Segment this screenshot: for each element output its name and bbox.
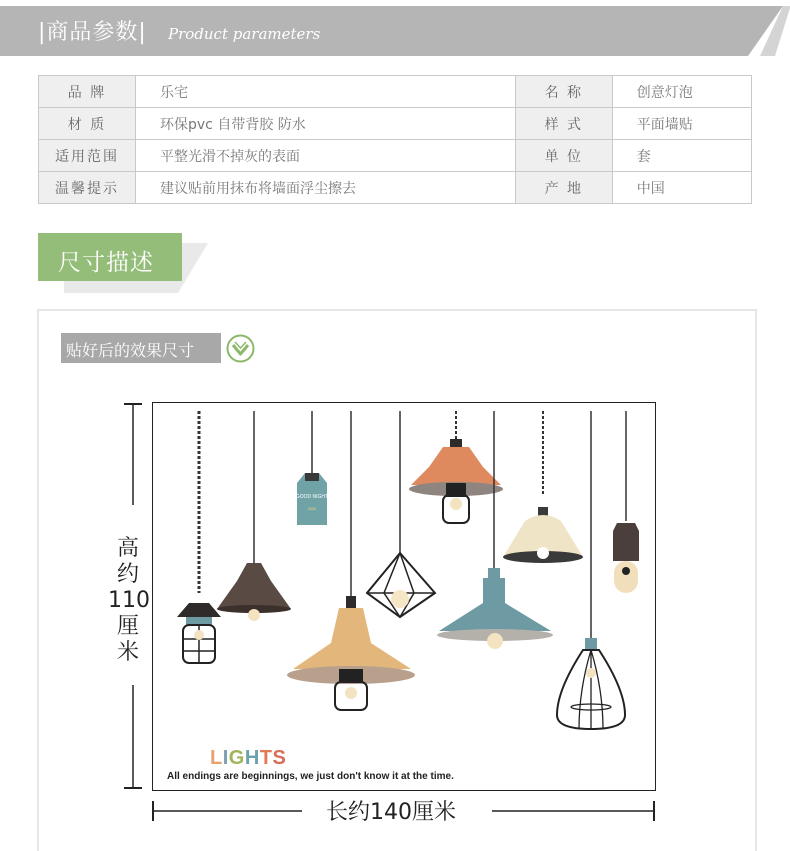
header-title: |商品参数| xyxy=(38,20,147,45)
brand-word xyxy=(210,747,286,770)
size-badge-label: 贴好后的效果尺寸 xyxy=(66,341,195,360)
param-key: 样 式 xyxy=(515,108,612,140)
product-motto: All endings are beginnings, we just don't know it at the time. xyxy=(167,771,454,782)
brand-letter: I xyxy=(222,747,229,769)
tan-dome-lamp-illustration xyxy=(287,411,415,710)
orange-dome-lamp-illustration xyxy=(409,411,503,523)
height-label-char: 110 xyxy=(108,588,150,613)
height-label-char: 厘 xyxy=(116,614,139,639)
brand-letter: T xyxy=(259,747,273,769)
param-value: 套 xyxy=(612,140,751,172)
table-row xyxy=(39,172,752,204)
table-row xyxy=(39,140,752,172)
param-value: 平面墙贴 xyxy=(612,108,751,140)
header-subtitle: Product parameters xyxy=(168,25,321,43)
brand-letter: S xyxy=(272,747,287,769)
param-key: 产 地 xyxy=(515,172,612,204)
height-label-char: 高 xyxy=(116,536,139,561)
table-row xyxy=(39,108,752,140)
cream-bowl-lamp-illustration xyxy=(503,411,583,563)
height-label xyxy=(108,536,148,666)
brand-letter: H xyxy=(244,747,260,769)
param-key: 温馨提示 xyxy=(39,172,136,204)
brown-bell-lamp-illustration xyxy=(217,411,291,621)
param-value: 创意灯泡 xyxy=(612,76,751,108)
width-label: 长约140厘米 xyxy=(326,800,456,825)
param-value: 平整光滑不掉灰的表面 xyxy=(136,140,516,172)
param-key: 名 称 xyxy=(515,76,612,108)
param-value: 环保pvc 自带背胶 防水 xyxy=(136,108,516,140)
brand-letter: L xyxy=(210,747,223,769)
table-row xyxy=(39,76,752,108)
product-image xyxy=(152,402,656,791)
wire-diamond-lamp-illustration xyxy=(367,411,435,617)
section-header xyxy=(0,6,790,56)
svg-text:≈≈: ≈≈ xyxy=(308,505,316,513)
param-key: 材 质 xyxy=(39,108,136,140)
param-value: 乐宅 xyxy=(136,76,516,108)
param-key: 单 位 xyxy=(515,140,612,172)
check-circle-icon xyxy=(225,333,256,364)
cage-lamp-illustration xyxy=(177,411,221,663)
teal-jar-lamp-illustration xyxy=(296,411,328,525)
param-value: 建议贴前用抹布将墙面浮尘擦去 xyxy=(136,172,516,204)
pendant-lamps-illustration xyxy=(153,403,655,790)
section-title: 尺寸描述 xyxy=(58,250,154,276)
brand-letter: G xyxy=(228,747,245,769)
param-key: 适用范围 xyxy=(39,140,136,172)
params-table xyxy=(38,75,752,204)
height-label-char: 约 xyxy=(116,562,139,587)
svg-text:GOOD NIGHT: GOOD NIGHT xyxy=(295,494,329,500)
socket-bulb-lamp-illustration xyxy=(613,411,639,593)
param-key: 品 牌 xyxy=(39,76,136,108)
height-label-char: 米 xyxy=(116,640,139,665)
param-value: 中国 xyxy=(612,172,751,204)
